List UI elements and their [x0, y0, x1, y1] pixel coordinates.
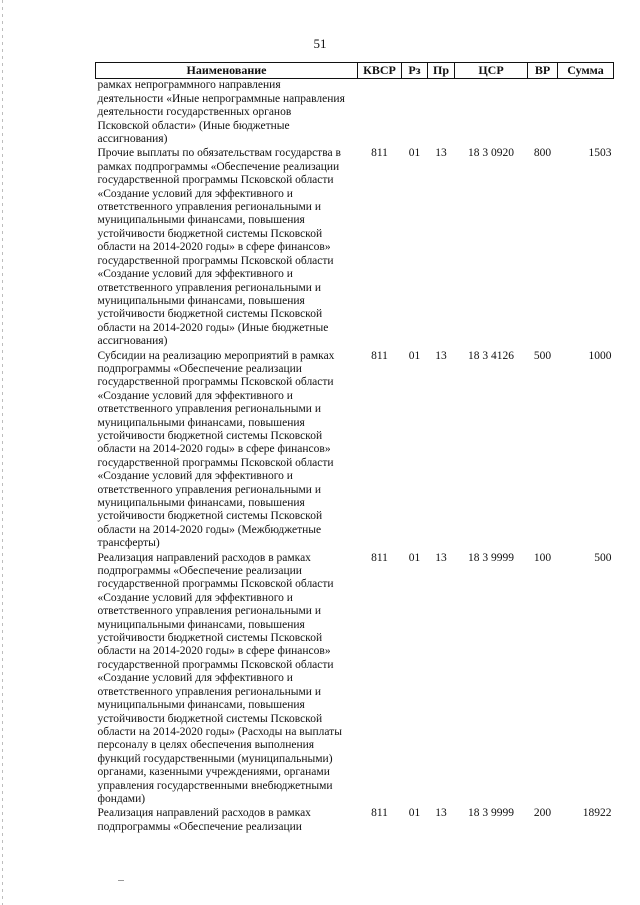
row-sum: 1503: [588, 147, 612, 160]
row-sum: 18922: [582, 807, 612, 820]
row-rz: [402, 79, 428, 148]
row-rz: 01: [408, 551, 421, 564]
table-row: [96, 79, 614, 148]
row-name: Реализация направлений расходов в рамках подпрограммы «Обеспечение реализации государственной программы Псковской области «Создание условий для эффективного и ответственного управления региональными и муниципальными финансами, повышения устойчивости бюджетной системы Псковской области на 2014-2020 годы» в сфере финансов» государственной программы Псковской области «Создание условий для эффективного и ответственного управления региональными и муниципальными финансами, повышения устойчивости бюджетной системы Псковской области на 2014-2020 годы» (Расходы на выплаты персоналу в целях обеспечения выполнения функций государственными (муниципальными) органами, казенными учреждениями, органами управления государственными внебюджетными фондами): [97, 551, 342, 805]
table-row: [96, 807, 614, 835]
budget-table: [95, 62, 614, 835]
row-rz: 01: [408, 807, 421, 820]
row-kvsr: 811: [371, 807, 388, 820]
row-vr: 100: [533, 551, 552, 564]
header-name: Наименование: [96, 63, 358, 79]
table-row: [96, 350, 614, 552]
header-csr: ЦСР: [455, 63, 528, 79]
row-pr: 13: [435, 147, 447, 160]
row-vr: 800: [533, 147, 552, 160]
row-csr: 18 3 0920: [468, 147, 514, 160]
row-kvsr: 811: [371, 349, 388, 362]
page-number: 51: [313, 36, 327, 51]
row-csr: [455, 79, 528, 148]
row-rz: 01: [408, 349, 421, 362]
row-name: Реализация направлений расходов в рамках подпрограммы «Обеспечение реализации: [97, 807, 311, 833]
row-name: Субсидии на реализацию мероприятий в рамках подпрограммы «Обеспечение реализации государственной программы Псковской области «Создание условий для эффективного и ответственного управления региональными и муниципальными финансами, повышения устойчивости бюджетной системы Псковской области на 2014-2020 годы» в сфере финансов» государственной программы Псковской области «Создание условий для эффективного и ответственного управления региональными и муниципальными финансами, повышения устойчивости бюджетной системы Псковской области на 2014-2020 годы» (Межбюджетные трансферты): [97, 349, 335, 550]
row-vr: 500: [533, 349, 552, 362]
row-pr: 13: [435, 807, 447, 820]
row-pr: 13: [435, 349, 447, 362]
header-kvsr: КВСР: [358, 63, 402, 79]
header-pr: Пр: [428, 63, 455, 79]
row-csr: 18 3 4126: [468, 349, 514, 362]
scan-speck: [118, 880, 124, 881]
row-vr: 200: [533, 807, 552, 820]
row-kvsr: [358, 79, 402, 148]
row-sum: 500: [594, 551, 612, 564]
table-row: [96, 147, 614, 349]
row-name: рамках непрограммного направления деятельности «Иные непрограммные направления деятельности государственных органов Псковской области» (Иные бюджетные ассигнования): [97, 79, 345, 146]
header-sum: Сумма: [558, 63, 614, 79]
row-pr: [428, 79, 455, 148]
row-sum: 1000: [588, 349, 612, 362]
row-name: Прочие выплаты по обязательствам государства в рамках подпрограммы «Обеспечение реализации государственной программы Псковской области «Создание условий для эффективного и ответственного управления региональными и муниципальными финансами, повышения устойчивости бюджетной системы Псковской области на 2014-2020 годы» в сфере финансов» государственной программы Псковской области «Создание условий для эффективного и ответственного управления региональными и муниципальными финансами, повышения устойчивости бюджетной системы Псковской области на 2014-2020 годы» (Иные бюджетные ассигнования): [97, 147, 341, 348]
scan-edge-mark: [2, 0, 3, 905]
row-csr: 18 3 9999: [468, 807, 514, 820]
row-sum: [558, 79, 614, 148]
header-rz: Рз: [402, 63, 428, 79]
row-kvsr: 811: [371, 147, 388, 160]
table-header: [96, 63, 614, 79]
table-row: [96, 552, 614, 808]
row-rz: 01: [408, 147, 421, 160]
row-kvsr: 811: [371, 551, 388, 564]
row-csr: 18 3 9999: [468, 551, 514, 564]
row-pr: 13: [435, 551, 447, 564]
header-vr: ВР: [528, 63, 558, 79]
row-vr: [528, 79, 558, 148]
